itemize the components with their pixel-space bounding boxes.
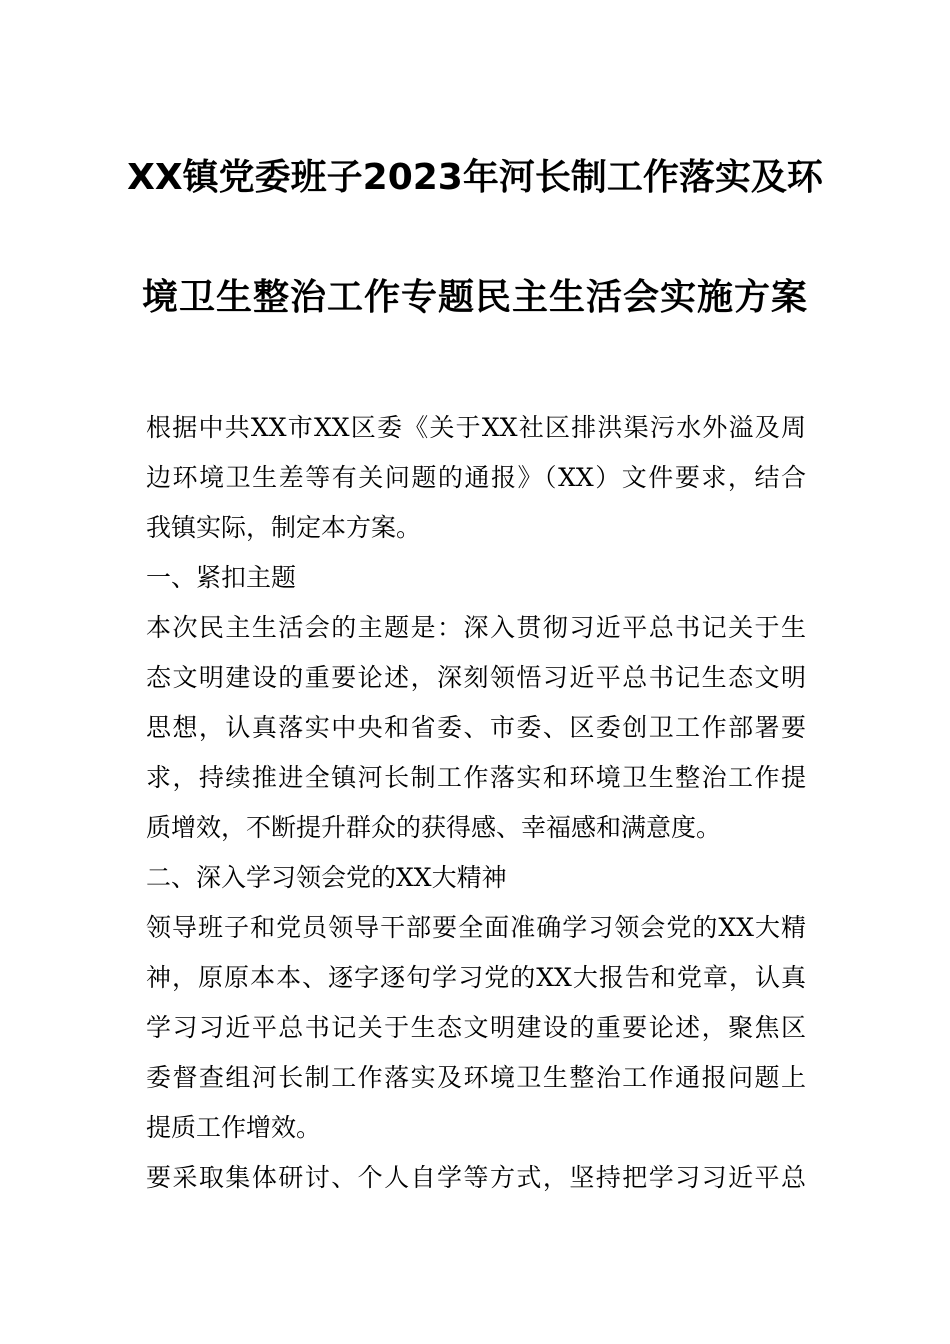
document-title-line-1: XX镇党委班子2023年河长制工作落实及环 <box>127 157 823 198</box>
paragraph-line: 求，持续推进全镇河长制工作落实和环境卫生整治工作提 <box>146 763 806 792</box>
paragraph-line: 我镇实际，制定本方案。 <box>146 513 422 542</box>
paragraph-line: 质增效，不断提升群众的获得感、幸福感和满意度。 <box>146 813 722 842</box>
paragraph-line: 本次民主生活会的主题是：深入贯彻习近平总书记关于生 <box>146 613 806 642</box>
paragraph-line: 领导班子和党员领导干部要全面准确学习领会党的XX大精 <box>146 913 806 942</box>
paragraph-line: 学习习近平总书记关于生态文明建设的重要论述，聚焦区 <box>146 1013 806 1042</box>
paragraph-line: 根据中共XX市XX区委《关于XX社区排洪渠污水外溢及周 <box>146 413 806 442</box>
paragraph-line: 要采取集体研讨、个人自学等方式，坚持把学习习近平总 <box>146 1163 806 1192</box>
paragraph-line: 提质工作增效。 <box>146 1113 322 1142</box>
paragraph-line: 思想，认真落实中央和省委、市委、区委创卫工作部署要 <box>146 713 806 742</box>
paragraph-line: 边环境卫生差等有关问题的通报》（XX）文件要求，结合 <box>146 463 806 492</box>
paragraph-line: 神，原原本本、逐字逐句学习党的XX大报告和党章，认真 <box>146 963 806 992</box>
section-heading: 二、深入学习领会党的XX大精神 <box>146 863 507 892</box>
document-title-line-2: 境卫生整治工作专题民主生活会实施方案 <box>141 277 808 318</box>
paragraph-line: 态文明建设的重要论述，深刻领悟习近平总书记生态文明 <box>146 663 806 692</box>
paragraph-line: 委督查组河长制工作落实及环境卫生整治工作通报问题上 <box>146 1063 806 1092</box>
section-heading: 一、紧扣主题 <box>146 563 297 592</box>
